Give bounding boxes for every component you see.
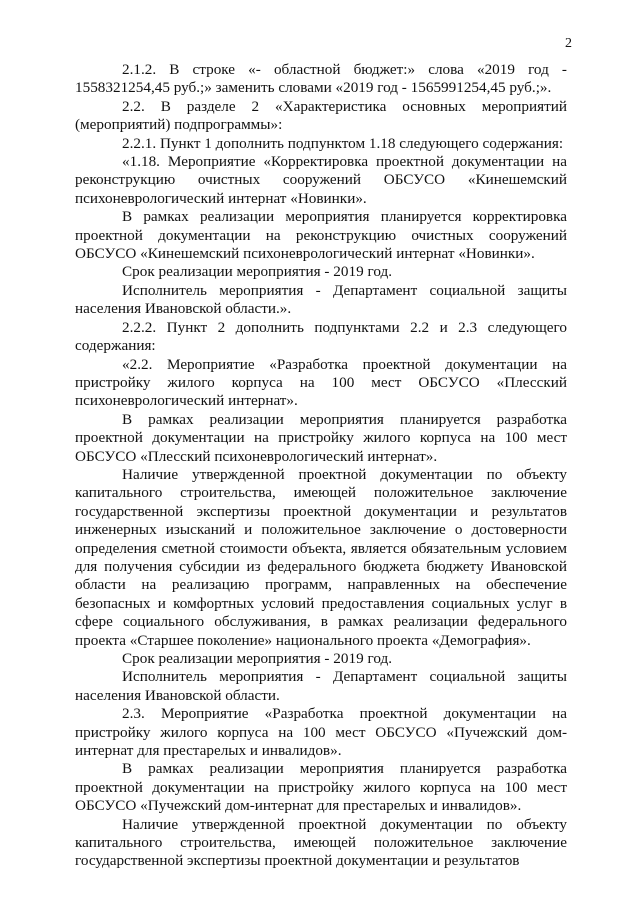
paragraph: В рамках реализации мероприятия планируется разработка проектной документации на пристройку жилого корпуса на 100 мест ОБСУСО «Пучежский дом-интернат для престарелых и инвалидов». <box>75 760 567 815</box>
paragraph: В рамках реализации мероприятия планируется разработка проектной документации на пристройку жилого корпуса на 100 мест ОБСУСО «Плесский психоневрологический интернат». <box>75 410 567 465</box>
paragraph: Исполнитель мероприятия - Департамент социальной защиты населения Ивановской области.». <box>75 281 567 318</box>
paragraph: Наличие утвержденной проектной документации по объекту капитального строительства, имеющей положительное заключение государственной экспертизы проектной документации и результатов инженерных изысканий и положительное заключение о достоверности определения сметной стоимости объекта, является обязательным условием для получения субсидии из федерального бюджета бюджету Ивановской области на реализацию программ, направленных на обеспечение безопасных и комфортных условий предоставления социальных услуг в сфере социального обслуживания, в рамках реализации федерального проекта «Старшее поколение» национального проекта «Демография». <box>75 465 567 649</box>
page-number: 2 <box>565 36 572 51</box>
paragraph-1-18: «1.18. Мероприятие «Корректировка проектной документации на реконструкцию очистных сооружений ОБСУСО «Кинешемский психоневрологический интернат «Новинки». <box>75 153 567 207</box>
paragraph: Наличие утвержденной проектной документации по объекту капитального строительства, имеющей положительное заключение государственной экспертизы проектной документации и результатов <box>75 815 567 870</box>
document-body <box>75 61 567 871</box>
paragraph: Срок реализации мероприятия - 2019 год. <box>122 263 392 281</box>
paragraph-2-2-2: 2.2.2. Пункт 2 дополнить подпунктами 2.2 и 2.3 следующего содержания: <box>75 318 567 355</box>
paragraph-2-2: «2.2. Мероприятие «Разработка проектной документации на пристройку жилого корпуса на 100 мест ОБСУСО «Плесский психоневрологический интернат». <box>75 355 567 410</box>
paragraph-2-2: 2.2. В разделе 2 «Характеристика основных мероприятий (мероприятий) подпрограммы»: <box>75 97 567 134</box>
paragraph-2-3: 2.3. Мероприятие «Разработка проектной документации на пристройку жилого корпуса на 100 мест ОБСУСО «Пучежский дом-интернат для престарелых и инвалидов». <box>75 705 567 760</box>
paragraph: В рамках реализации мероприятия планируется корректировка проектной документации на реконструкцию очистных сооружений ОБСУСО «Кинешемский психоневрологический интернат «Новинки». <box>75 208 567 263</box>
paragraph-2-2-1: 2.2.1. Пункт 1 дополнить подпунктом 1.18 следующего содержания: <box>122 134 564 152</box>
paragraph-2-1-2: 2.1.2. В строке «- областной бюджет:» слова «2019 год - 1558321254,45 руб.;» заменить словами «2019 год - 1565991254,45 руб.;». <box>75 61 567 97</box>
paragraph: Срок реализации мероприятия - 2019 год. <box>122 650 392 667</box>
paragraph: Исполнитель мероприятия - Департамент социальной защиты населения Ивановской области. <box>75 668 567 704</box>
